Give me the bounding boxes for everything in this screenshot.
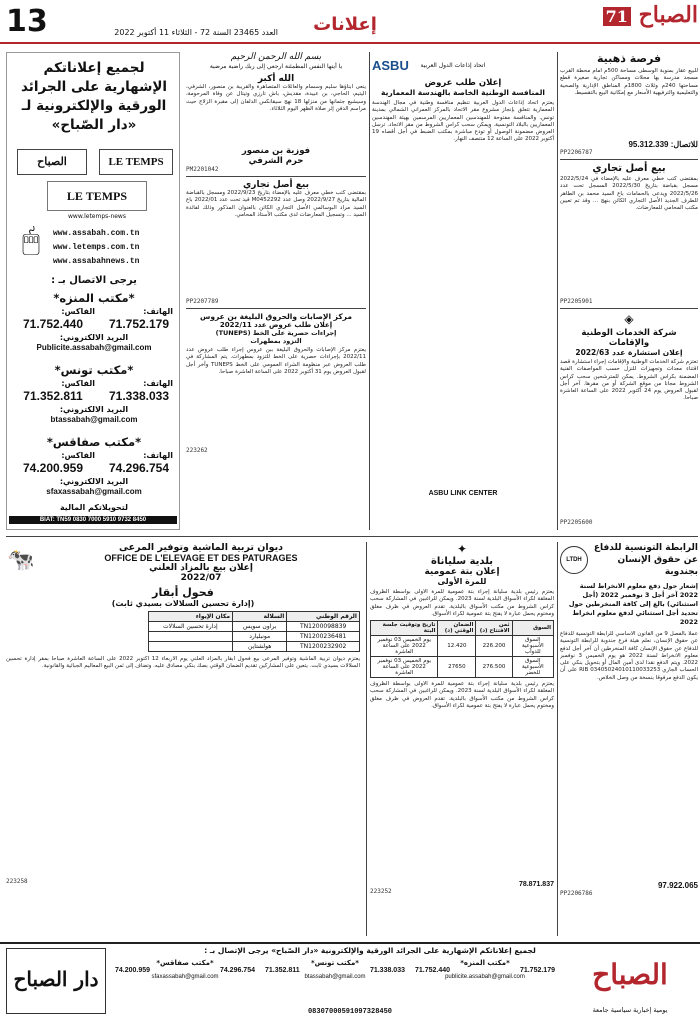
tunpes-subtitle-3: التزود بمطهرات (250, 337, 302, 345)
web-link-3: www.assabahnews.tn (53, 257, 140, 266)
siliana-body: يعتزم رئيس بلدية سليانة إجراء بتة عمومية للمرة الأولى بواسطة الظروف المغلقة لكراء الأسواق البلدية لسنة 2023. ويمكن للراغبين في المشاركة سحب كراس الشروط من مكتب الأسواق بالبلدية. تقدم العروض في ظرف مغلق ومختوم يحمل عبارة لا يفتح بتة عمومية لكراء الأسواق. (370, 681, 554, 709)
ltdh-id: PP2206786 (560, 890, 593, 897)
ltdh-title: الرابطة التونسية للدفاع عن حقوق الإنسان بجندوبة (593, 543, 698, 577)
oep-table-cell: براون سويس (233, 622, 287, 632)
footer-office-title: *مكتب صفاقس* (156, 959, 214, 967)
ltdh-body: عملا بالفصل 9 من القانون الأساسي للرابطة التونسية للدفاع عن حقوق الإنسان، نعلم هيئة فرع جندوبة للرابطة التونسية للدفاع عن حقوق الإنسان كافة المنخرطين أن آخر أجل لدفع معلوم الانخراط لسنة 2022 هو يوم الخميس 3 نوفمبر 2022. ويتم الدفع نقدا لدى أمين المال أو بتحويل بنكي على الحساب الجاري RIB 03405024010110033253 على أن يكون الدفع مرفوقا بنسخة من وصل الخلاص. (560, 631, 698, 681)
siliana-subtitle-2: للمرة الأولى (437, 577, 487, 586)
siliana-contact: 78.871.837 (518, 881, 554, 888)
footer-tel: 71.752.179 (519, 967, 555, 974)
god-text: الله أكبر (257, 74, 295, 84)
shop2-title: بيع أصل تجاري (243, 180, 309, 190)
oep-table-cell (148, 642, 232, 652)
gold-title: فرصة ذهبية (596, 52, 662, 65)
tunpes-id: 223262 (186, 447, 208, 454)
middle-column (186, 52, 366, 530)
footer-headline: لجميع إعلاناتكم الإشهارية على الجرائد الورقية والإلكترونية «دار الصّباح» يرجى الإتصال بـ : (204, 946, 536, 955)
oep-year: 2022/07 (180, 573, 222, 583)
footer-fax: 71.752.440 (415, 967, 451, 974)
verse: يا أيتها النفس المطمئنة ارجعي إلى ربك راضية مرضية (209, 63, 343, 70)
snr-logo-icon: ◈ (624, 312, 634, 326)
asbu-subtitle: المنافسة الوطنية الخاصة بالهندسة المعمارية (381, 88, 545, 97)
footer-logo-left: دار الصباح (6, 948, 106, 1014)
footer-office-tunis (265, 960, 405, 980)
ltdh-contact: 97.922.065 (657, 881, 698, 890)
office-tel-label: الهاتف: (143, 307, 173, 316)
asbu-logo-label: ASBU (372, 57, 409, 73)
ltdh-subtitle: إشعار حول دفع معلوم الانخراط لسنة 2022 آخر أجل 3 نوفمبر 2022 (أجل استثنائي) بالغ إلى كافة المنخرطين حول تحديد أجل استثنائي لدفع معلوم انخراط 2022 (568, 582, 698, 626)
siliana-id: 223252 (370, 888, 392, 895)
mouse-icon: 🖱 (22, 223, 40, 258)
company-id: PP2205600 (560, 519, 593, 526)
office-email-label: البريد الالكتروني: (59, 333, 129, 342)
oep-table-row (148, 642, 359, 652)
office-fax-label: الفاكس: (61, 379, 95, 388)
asbu-logo-sub: اتحاد إذاعات الدول العربية (420, 61, 486, 69)
siliana-table-header-cell: تاريخ وتوقيت جلسة البتة (371, 621, 438, 636)
siliana-table-row (371, 636, 554, 657)
oep-subtitle: إعلان بيع بالمزاد العلني (149, 563, 253, 573)
siliana-table-row (371, 657, 554, 678)
siliana-table-cell: 27650 (438, 657, 476, 678)
promo-box (6, 52, 180, 530)
issue-info: العدد 23465 السنة 72 - الثلاثاء 11 أكتوبر 2022 (114, 28, 278, 37)
office-tel-tunis: 71.338.033 (108, 389, 170, 403)
oep-id: 223258 (6, 878, 28, 885)
oep-body: يعتزم ديوان تربية الماشية وتوفير المرعى بيع فحول أبقار بالمزاد العلني يوم الأربعاء 12 أكتوبر 2022 على الساعة العاشرة صباحا بمقر إدارة تحسين السلالات بسيدي ثابت. يتعين على المشاركين تقديم الضمان الوقتي بصك بنكي مصادق عليه. وتضاف إلى ثمن البيع المعاليم الجبائية والقانونية. (6, 656, 360, 670)
divider (186, 176, 366, 177)
company-subtitle: إعلان استشارة عدد 2022/63 (575, 348, 683, 357)
siliana-subtitle: إعلان بتة عمومية (424, 567, 500, 577)
siliana-table-cell: 12.420 (438, 636, 476, 657)
ltdh-logo: LTDH (560, 546, 588, 574)
footer-tagline: يومية إخبارية سياسية جامعة (592, 1006, 668, 1014)
tunpes-subtitle: إعلان طلب عروض عدد 2022/11 (219, 321, 333, 329)
column-rule (369, 52, 370, 530)
siliana-table (370, 620, 554, 678)
footer-office-title: *مكتب المنزه* (460, 959, 510, 967)
asbu-title: إعلان طلب عروض (424, 78, 502, 88)
footer-tel: 71.338.033 (369, 967, 405, 974)
logo-letemps: LE TEMPS (99, 149, 173, 175)
footer-logo-right: الصباح (592, 958, 668, 991)
logo-text: الصباح (638, 2, 698, 28)
promo-headline: لجميع إعلاناتكم الإشهارية على الجرائد الورقية والإلكترونية لـ «دار الصّباح» (20, 60, 168, 133)
page-footer (0, 942, 700, 1022)
oep-subtitle-2: فحول أبقار (152, 586, 214, 599)
gold-id: PP2206787 (560, 149, 593, 156)
obit-body: ينعى أبناؤها سليم وسسام والعائلات المتصاهرة والقريبة بن منصور، الشرفي، اليتيم، الحاجي، بن عبيدة، مقديش، باش تارزي وتيتال عن وفاة المرحومة، وسيشيع جثمانها من منزلها 18 نهج سيقانكس الدلفان إلى مقبرة الزلاج حيث مراسم الدفن إثر صلاة الظهر اليوم الثلاثاء. (186, 84, 366, 112)
siliana-table-header-cell: ثمن الافتتاح (د) (476, 621, 512, 636)
office-fax-sfax: 74.200.959 (22, 461, 84, 475)
oep-title-ar: ديوان تربية الماشية وتوفير المرعى (118, 542, 284, 553)
divider (186, 308, 366, 309)
tunpes-title: مركز الإصابات والحروق البليغة بن عروس (200, 312, 352, 321)
office-title-tunis: *مكتب تونس* (54, 363, 134, 377)
obit-name-1: فوزية بن منصور (241, 146, 311, 156)
gold-contact: للاتصال: 95.312.339 (628, 140, 698, 149)
oep-notice (6, 542, 360, 936)
siliana-intro: يعتزم رئيس بلدية سليانة إجراء بتة عمومية للمرة الأولى بواسطة الظروف المغلقة لكراء الأسواق البلدية لسنة 2023. ويمكن للراغبين في المشاركة سحب كراس الشروط من مكتب الأسواق بالبلدية. تقدم العروض في ظرف مغلق ومختوم يحمل عبارة لا يفتح بتة عمومية لكراء الأسواق. (370, 589, 554, 617)
siliana-notice (370, 542, 554, 936)
ltdh-notice (560, 542, 698, 936)
siliana-table-cell: يوم الخميس 03 نوفمبر 2022 على الساعة العاشرة (371, 636, 438, 657)
footer-tel: 74.296.754 (219, 967, 255, 974)
shop2-body: بمقتضى كتب خطي معرف عليه بالإمضاء بتاريخ 2022/9/23 ومسجل بالقباضة المالية بتاريخ 2022/9/27 وصل عدد M0452292 قيد تحت عدد 2022/01 باع السيد مراد البوسالمي الأصل التجاري الكائن بالعنوان المذكور وذلك لفائدة السيد ... وتسجيل المعارضات لدى مكتب الأستاذ المحامي. (186, 190, 366, 218)
shop-id: PP2205901 (560, 298, 593, 305)
column-rule (557, 52, 558, 530)
bank-label: لتحويلاتكم المالية (59, 503, 129, 512)
siliana-table-header-cell: الضمان الوقتي (د) (438, 621, 476, 636)
logo-assabah: الصباح (17, 149, 87, 175)
letemps-site: www.letemps-news (68, 213, 126, 220)
shop2-id: PP2207789 (186, 298, 219, 305)
office-email-tunis: btassabah@gmail.com (50, 415, 138, 424)
tunpes-subtitle-2: إجراءات حصرية على الخط (TUNEPS) (215, 329, 337, 337)
web-link-2: www.letemps.com.tn (53, 243, 140, 252)
oep-table-row (148, 632, 359, 642)
contact-prompt: يرجى الاتصال بـ : (51, 275, 137, 286)
siliana-table-cell: السوق الأسبوعية للدواب (512, 636, 553, 657)
footer-rib: 08307000591097328450 (307, 1008, 392, 1016)
footer-office-title: *مكتب تونس* (311, 959, 359, 967)
office-title-menzah: *مكتب المنزه* (53, 291, 135, 305)
tunisia-emblem-icon: ✦ (456, 542, 468, 556)
office-email-sfax: sfaxassabah@gmail.com (46, 487, 142, 496)
oep-table-header-cell: الرقم الوطني (287, 612, 360, 622)
office-email-label: البريد الالكتروني: (59, 477, 129, 486)
footer-email: publicite.assabah@gmail.com (445, 974, 525, 980)
asbu-body: يعتزم اتحاد إذاعات الدول العربية تنظيم منافسة وطنية في مجال الهندسة المعمارية تتعلق بإنجاز مشروع مقر الاتحاد بالمركز العمراني الشمالي بمدينة تونس. والمنافسة مفتوحة للمهندسين المعماريين المرسمين بهيئة المهندسين المعماريين بالبلاد التونسية. ويمكن سحب كراس الشروط من مقر الاتحاد. ترسل العروض مضمونة الوصول أو تودع مباشرة بمكتب الضبط في أجل أقصاه 19 أكتوبر 2022 على الساعة 12 منتصف النهار. (372, 100, 554, 143)
column-rule (557, 542, 558, 936)
office-fax-label: الفاكس: (61, 307, 95, 316)
footer-office-menzah (415, 960, 555, 980)
office-fax-label: الفاكس: (61, 451, 95, 460)
oep-table-cell: TN1200098839 (287, 622, 360, 632)
company-title: شركة الخدمات الوطنية والإقامات (581, 328, 677, 348)
asbu-column (372, 52, 554, 530)
right-column (560, 52, 698, 530)
divider (560, 159, 698, 160)
biat-account: BIAT: TN59 0830 7000 5910 9732 8450 (9, 516, 177, 524)
oep-table-cell (148, 632, 232, 642)
office-title-sfax: *مكتب صفاقس* (46, 435, 142, 449)
office-tel-menzah: 71.752.179 (108, 317, 170, 331)
page-number: 13 (6, 4, 48, 39)
office-tel-label: الهاتف: (143, 379, 173, 388)
footer-email: sfaxassabah@gmail.com (151, 974, 219, 980)
oep-table-cell: إدارة تحسين السلالات (148, 622, 232, 632)
office-tel-label: الهاتف: (143, 451, 173, 460)
section-rule (6, 536, 698, 537)
oep-table-cell: مونبليارد (233, 632, 287, 642)
oep-title-fr: OFFICE DE L'ELEVAGE ET DES PATURAGES (104, 553, 298, 563)
shop-title: بيع أصل تجاري (592, 163, 666, 174)
logo-letemps-large-text: LE TEMPS (66, 189, 128, 203)
company-body: تعتزم شركة الخدمات الوطنية والإقامات إجراء استشارة قصد اقتناء معدات وتجهيزات للنزل حسب المواصفات الفنية المضمنة بكراس الشروط. يمكن للمترشحين سحب كراس الشروط مجانا من موقع الشركة أو من مقرها. آخر أجل لقبول العروض يوم 24 أكتوبر 2022 على الساعة العاشرة صباحا. (560, 359, 698, 402)
office-email-label: البريد الالكتروني: (59, 405, 129, 414)
newspaper-logo (580, 2, 698, 38)
basmala: بسم الله الرحمن الرحيم (230, 52, 322, 62)
asbu-footer: ASBU LINK CENTER (428, 490, 498, 497)
office-tel-sfax: 74.296.754 (108, 461, 170, 475)
footer-email: btassabah@gmail.com (304, 974, 366, 980)
office-email-menzah: Publicite.assabah@gmail.com (36, 343, 152, 352)
siliana-table-header-cell: السوق (512, 621, 553, 636)
oep-table-cell: TN1200232902 (287, 642, 360, 652)
shop-body: بمقتضى كتب خطي معرف عليه بالإمضاء في 2022/5/24 مسجل بقباضة بتاريخ 2022/5/30 المسجل تحت عدد 2022/5/26 ويدعى بالحمامات باع السيد محمد بن الطاهر للطرف الجديد الأصل التجاري الكائن بنهج ... وقد تم تعيين مكتب المحامي للمعارضات. (560, 176, 698, 212)
oep-table-header-cell: مكان الإيواء (148, 612, 232, 622)
siliana-table-cell: السوق الأسبوعية للخضر (512, 657, 553, 678)
asbu-logo (372, 52, 554, 78)
obit-name-2: حرم الشرفي (248, 156, 304, 166)
section-title: إعلانات (313, 14, 377, 35)
footer-fax: 74.200.959 (115, 967, 151, 974)
footer-fax: 71.352.811 (265, 967, 300, 974)
oep-table-row (148, 622, 359, 632)
tunpes-body: يعتزم مركز الإصابات والحروق البليغة ببن عروس إجراء طلب عروض عدد 2022/11 بإجراءات حصرية على الخط للتزود بمطهرات. يتم المشاركة في طلب العروض عبر منظومة الشراء العمومي على الخط TUNEPS وآخر أجل لقبول العروض يوم 31 أكتوبر 2022 على الساعة العاشرة صباحا. (186, 347, 366, 375)
siliana-table-cell: 276.500 (476, 657, 512, 678)
office-fax-tunis: 71.352.811 (23, 389, 83, 403)
obit-id: PM2201042 (186, 166, 219, 173)
siliana-table-cell: يوم الخميس 03 نوفمبر 2022 على الساعة العاشرة (371, 657, 438, 678)
siliana-table-cell: 226.200 (476, 636, 512, 657)
logo-letemps-large (47, 181, 147, 211)
footer-office-sfax (115, 960, 255, 980)
oep-logo-icon: 🐄 (7, 547, 35, 573)
oep-table-header-cell: السلالة (233, 612, 287, 622)
web-link-1: www.assabah.com.tn (53, 229, 140, 238)
logo-number: 71 (603, 7, 631, 26)
oep-table-cell: TN1200236481 (287, 632, 360, 642)
siliana-title: بلدية سلياناة (430, 556, 494, 567)
column-rule (366, 542, 367, 936)
gold-body: للبيع عقار بمنوبة الوسطى مساحة 500م أمام محطة القرب مسجد مدرسة بها محلات ومساكن تجارية صغيرة قطع مساحتها 240م وثلاث 1800م المناطق الإدارية والصحية والتعليمية والترفيهية الأسعار مع إمكانية البيع بالتقسيط. (560, 68, 698, 96)
oep-subtitle-3: (إدارة تحسين السلالات بسيدي ثابت) (111, 599, 255, 608)
page-header (0, 0, 700, 44)
office-fax-menzah: 71.752.440 (22, 317, 84, 331)
oep-table-cell: هولشتاين (233, 642, 287, 652)
oep-table (148, 611, 360, 652)
divider (560, 308, 698, 309)
